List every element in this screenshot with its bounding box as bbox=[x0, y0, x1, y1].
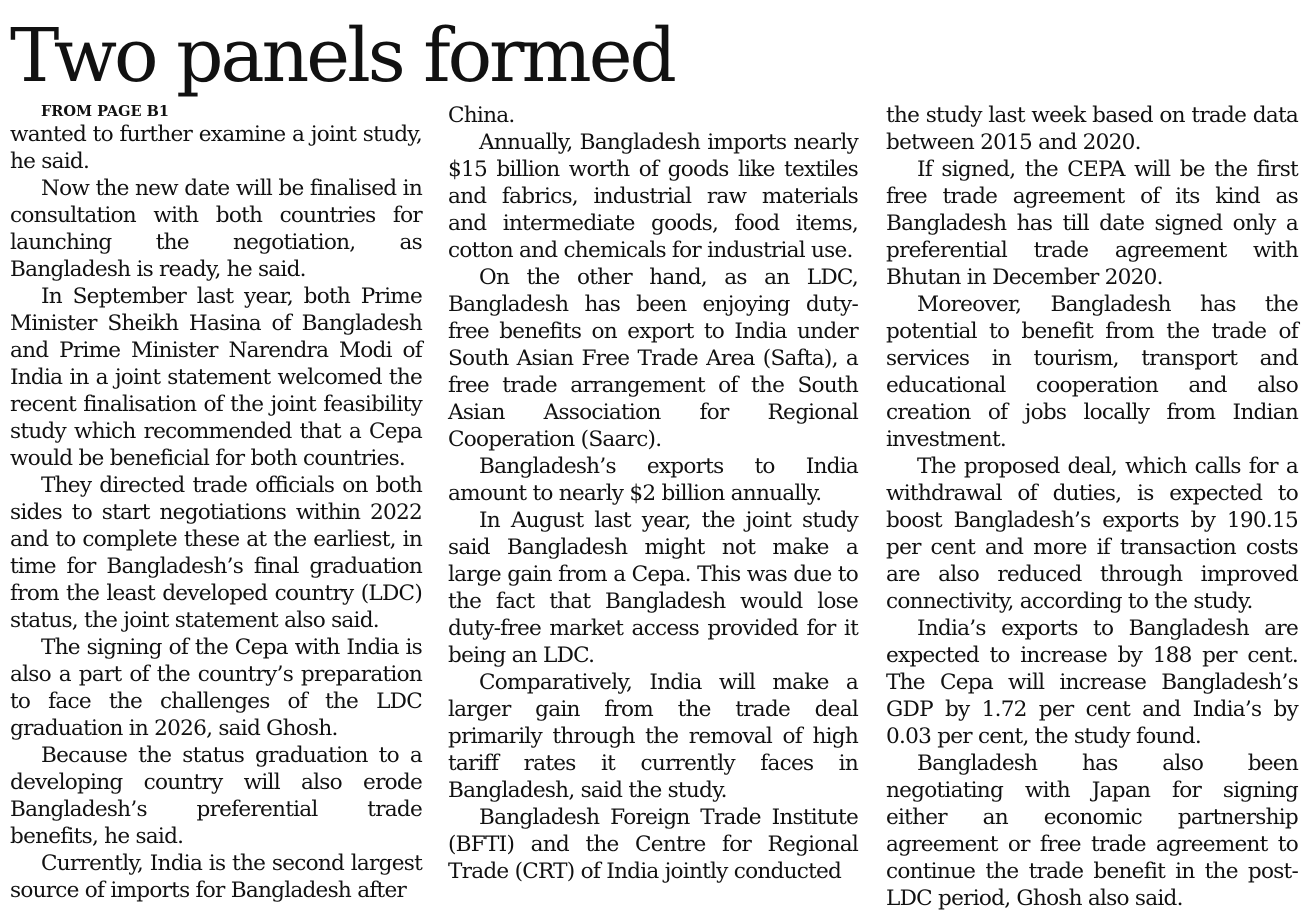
kicker: FROM PAGE B1 bbox=[41, 103, 170, 120]
paragraph: The signing of the Cepa with India is also a part of the country’s preparation to face the challenges of the LDC graduation in 2026, said Ghosh. bbox=[10, 635, 422, 741]
paragraph: If signed, the CEPA will be the first free trade agreement of its kind as Bangladesh has till date signed only a preferential trade agreement with Bhutan in December 2020. bbox=[886, 157, 1298, 290]
column-1 bbox=[10, 102, 422, 904]
paragraph: wanted to further examine a joint study, he said. bbox=[10, 122, 422, 174]
paragraph: China. bbox=[448, 103, 515, 128]
column-3 bbox=[886, 102, 1298, 912]
paragraph: Annually, Bangladesh imports nearly $15 billion worth of goods like textiles and fabrics, industrial raw materials and intermediate goods, food items, cotton and chemicals for industrial use. bbox=[448, 130, 858, 263]
paragraph: Bangladesh’s exports to India amount to nearly $2 billion annually. bbox=[448, 454, 858, 506]
paragraph: The proposed deal, which calls for a withdrawal of duties, is expected to boost Bangladesh’s exports by 190.15 per cent and more if transaction costs are also reduced through improved connectivity, according to the study. bbox=[886, 454, 1298, 614]
paragraph: the study last week based on trade data between 2015 and 2020. bbox=[886, 103, 1298, 155]
paragraph: Now the new date will be finalised in consultation with both countries for launching the negotiation, as Bangladesh is ready, he said. bbox=[10, 176, 422, 282]
paragraph: Because the status graduation to a developing country will also erode Bangladesh’s preferential trade benefits, he said. bbox=[10, 743, 422, 849]
paragraph: On the other hand, as an LDC, Bangladesh has been enjoying duty-free benefits on export to India under South Asian Free Trade Area (Safta), a free trade arrangement of the South Asian Association for Regional Cooperation (Saarc). bbox=[448, 265, 858, 452]
paragraph: They directed trade officials on both sides to start negotiations within 2022 and to complete these at the earliest, in time for Bangladesh’s final graduation from the least developed country (LDC) status, the joint statement also said. bbox=[10, 473, 422, 633]
paragraph: Bangladesh has also been negotiating with Japan for signing either an economic partnership agreement or free trade agreement to continue the trade benefit in the post-LDC period, Ghosh also said. bbox=[886, 751, 1298, 911]
paragraph: Comparatively, India will make a larger gain from the trade deal primarily through the removal of high tariff rates it currently faces in Bangladesh, said the study. bbox=[448, 670, 858, 803]
paragraph: Moreover, Bangladesh has the potential to benefit from the trade of services in tourism, transport and educational cooperation and also creation of jobs locally from Indian investment. bbox=[886, 292, 1298, 452]
paragraph: In August last year, the joint study said Bangladesh might not make a large gain from a Cepa. This was due to the fact that Bangladesh would lose duty-free market access provided for it being an LDC. bbox=[448, 508, 858, 668]
paragraph: India’s exports to Bangladesh are expected to increase by 188 per cent. The Cepa will increase Bangladesh’s GDP by 1.72 per cent and India’s by 0.03 per cent, the study found. bbox=[886, 616, 1298, 749]
headline: Two panels formed bbox=[10, 13, 674, 99]
paragraph: Bangladesh Foreign Trade Institute (BFTI) and the Centre for Regional Trade (CRT) of India jointly conducted bbox=[448, 805, 858, 884]
paragraph: Currently, India is the second largest source of imports for Bangladesh after bbox=[10, 851, 422, 903]
paragraph: In September last year, both Prime Minister Sheikh Hasina of Bangladesh and Prime Minister Narendra Modi of India in a joint statement welcomed the recent finalisation of the joint feasibility study which recommended that a Cepa would be beneficial for both countries. bbox=[10, 284, 422, 471]
column-2 bbox=[448, 102, 858, 885]
